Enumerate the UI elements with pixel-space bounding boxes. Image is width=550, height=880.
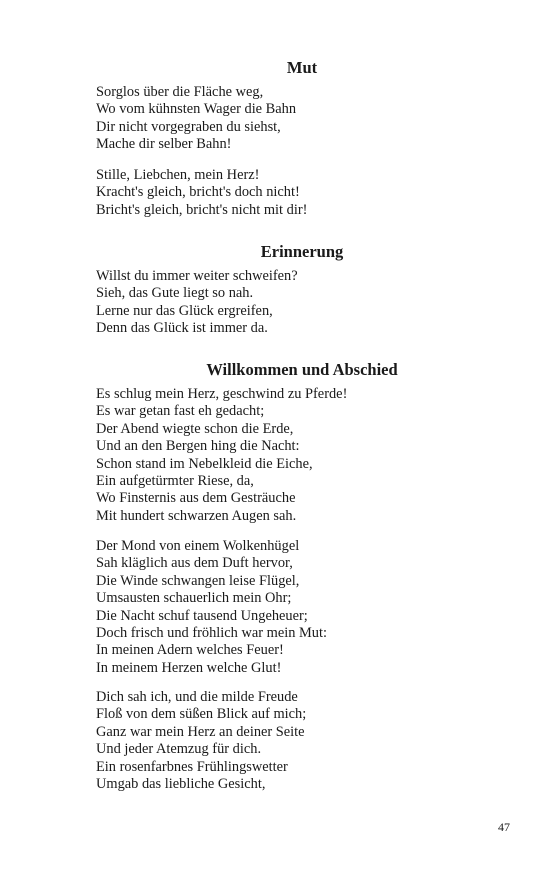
stanza bbox=[96, 538, 327, 677]
verse-line: Lerne nur das Glück ergreifen, bbox=[96, 302, 273, 319]
poem-title: Willkommen und Abschied bbox=[206, 360, 398, 379]
verse-line: Dich sah ich, und die milde Freude bbox=[96, 689, 298, 705]
verse-line: Sah kläglich aus dem Duft hervor, bbox=[96, 555, 293, 572]
verse-line: Denn das Glück ist immer da. bbox=[96, 320, 268, 337]
verse-line: Und jeder Atemzug für dich. bbox=[96, 741, 262, 758]
page-number: 47 bbox=[498, 820, 510, 834]
stanza bbox=[96, 268, 298, 338]
verse-line: Mache dir selber Bahn! bbox=[96, 136, 232, 153]
verse-line: Bricht's gleich, bricht's nicht mit dir! bbox=[96, 201, 308, 218]
stanza bbox=[96, 167, 307, 219]
verse-line: Umgab das liebliche Gesicht, bbox=[96, 776, 266, 793]
verse-line: Und an den Bergen hing die Nacht: bbox=[96, 438, 300, 455]
verse-line: Mit hundert schwarzen Augen sah. bbox=[96, 507, 297, 524]
verse-line: Kracht's gleich, bricht's doch nicht! bbox=[96, 184, 300, 201]
verse-line: Sorglos über die Fläche weg, bbox=[96, 84, 264, 100]
stanza bbox=[96, 689, 306, 793]
verse-line: Die Winde schwangen leise Flügel, bbox=[96, 572, 300, 589]
poem-title: Erinnerung bbox=[260, 242, 344, 261]
stanza bbox=[96, 84, 296, 154]
verse-line: In meinen Adern welches Feuer! bbox=[96, 642, 284, 659]
verse-line: Wo Finsternis aus dem Gesträuche bbox=[96, 490, 296, 507]
verse-line: Willst du immer weiter schweifen? bbox=[96, 268, 298, 284]
verse-line: Die Nacht schuf tausend Ungeheuer; bbox=[96, 607, 308, 624]
verse-line: In meinem Herzen welche Glut! bbox=[96, 659, 282, 676]
verse-line: Floß von dem süßen Blick auf mich; bbox=[96, 706, 307, 723]
poem-title: Mut bbox=[286, 58, 318, 77]
verse-line: Sieh, das Gute liegt so nah. bbox=[96, 285, 254, 302]
verse-line: Ein rosenfarbnes Frühlingswetter bbox=[96, 758, 288, 775]
verse-line: Doch frisch und fröhlich war mein Mut: bbox=[96, 625, 327, 642]
verse-line: Wo vom kühnsten Wager die Bahn bbox=[96, 101, 297, 118]
verse-line: Schon stand im Nebelkleid die Eiche, bbox=[96, 455, 313, 472]
verse-line: Es war getan fast eh gedacht; bbox=[96, 403, 265, 420]
stanza bbox=[96, 386, 347, 525]
verse-line: Stille, Liebchen, mein Herz! bbox=[96, 167, 260, 183]
verse-line: Ein aufgetürmter Riese, da, bbox=[96, 473, 254, 490]
verse-line: Dir nicht vorgegraben du siehst, bbox=[96, 118, 281, 135]
verse-line: Der Mond von einem Wolkenhügel bbox=[96, 538, 300, 554]
verse-line: Es schlug mein Herz, geschwind zu Pferde! bbox=[96, 386, 348, 402]
verse-line: Umsausten schauerlich mein Ohr; bbox=[96, 590, 292, 607]
verse-line: Ganz war mein Herz an deiner Seite bbox=[96, 723, 305, 740]
verse-line: Der Abend wiegte schon die Erde, bbox=[96, 420, 294, 437]
